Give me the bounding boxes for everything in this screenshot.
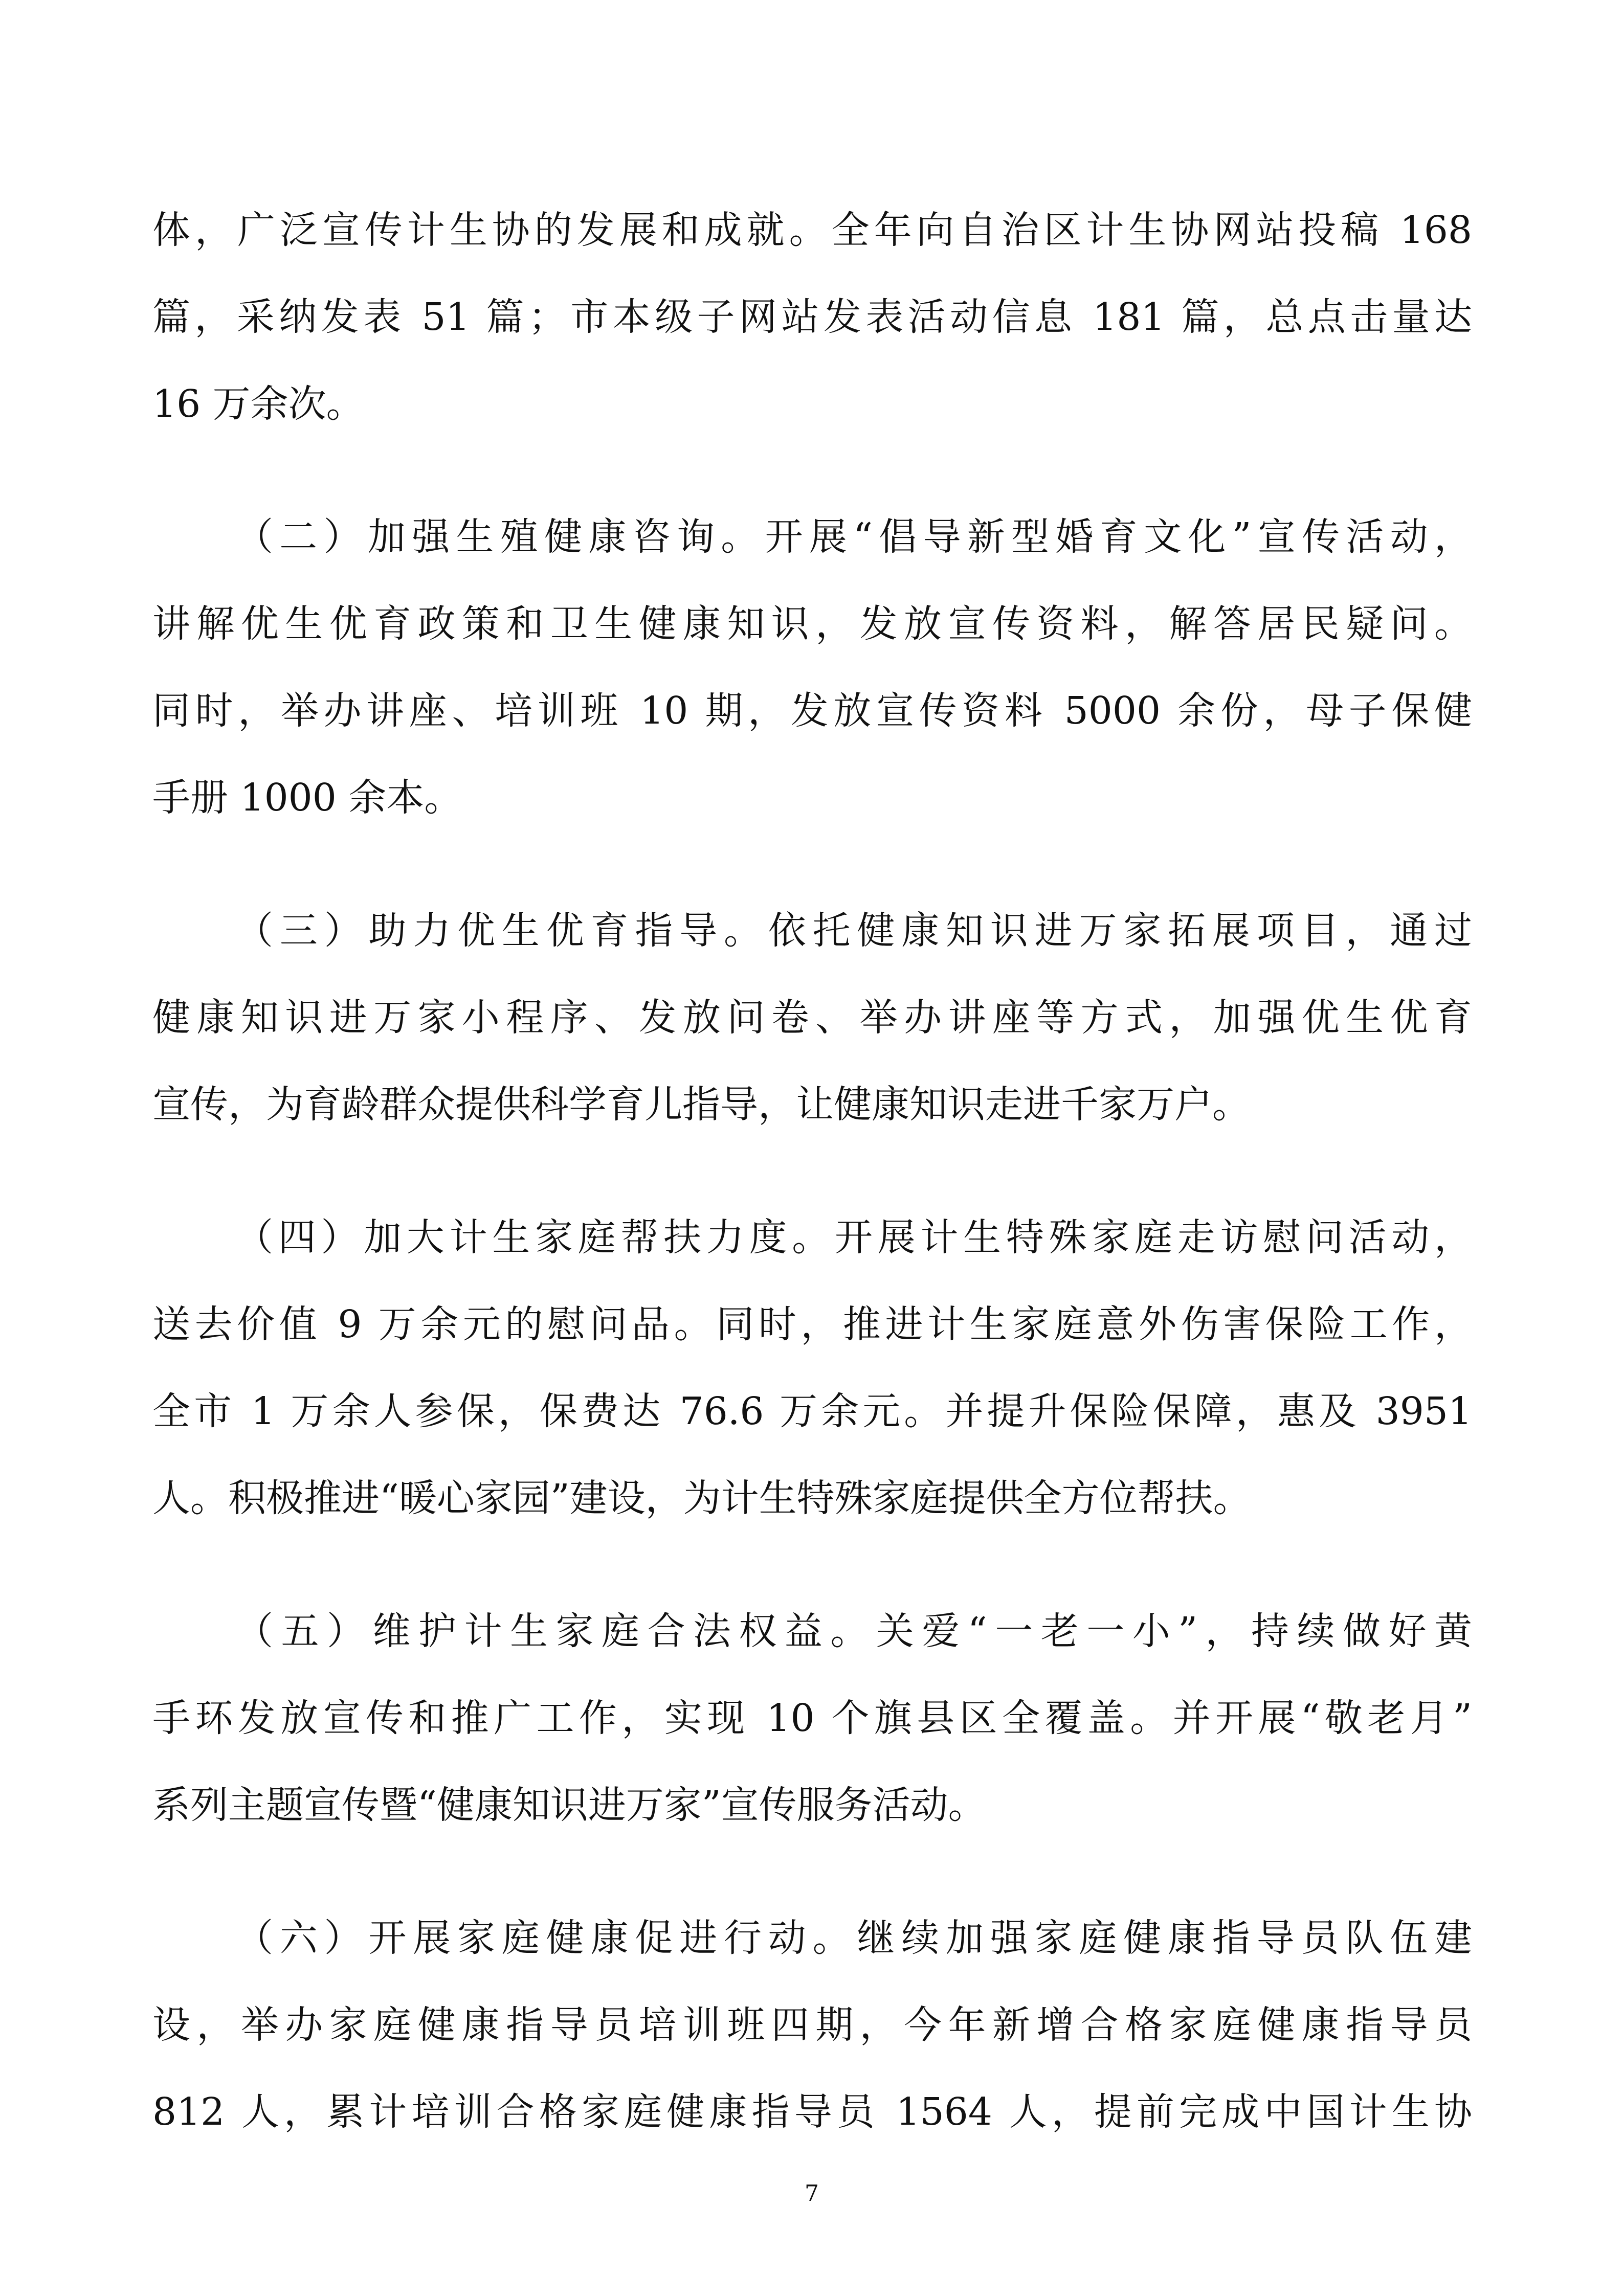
text-line: （五）维护计生家庭合法权益。关爱“一老一小”，持续做好黄: [235, 1609, 1472, 1653]
page-number: 7: [805, 2180, 819, 2207]
text-line: 16 万余次。: [152, 382, 364, 426]
text-line: 全市 1 万余人参保，保费达 76.6 万余元。并提升保险保障，惠及 3951: [152, 1389, 1472, 1433]
text-line: 设，举办家庭健康指导员培训班四期，今年新增合格家庭健康指导员: [152, 2003, 1472, 2047]
text-line: 送去价值 9 万余元的慰问品。同时，推进计生家庭意外伤害保险工作，: [152, 1302, 1472, 1346]
text-line: 体，广泛宣传计生协的发展和成就。全年向自治区计生协网站投稿 168: [152, 208, 1472, 252]
text-line: 健康知识进万家小程序、发放问卷、举办讲座等方式，加强优生优育: [152, 996, 1472, 1040]
text-line: 812 人，累计培训合格家庭健康指导员 1564 人，提前完成中国计生协: [152, 2090, 1472, 2134]
text-line: 人。积极推进“暖心家园”建设，为计生特殊家庭提供全方位帮扶。: [152, 1476, 1251, 1520]
text-line: 讲解优生优育政策和卫生健康知识，发放宣传资料，解答居民疑问。: [152, 602, 1472, 646]
text-line: 手环发放宣传和推广工作，实现 10 个旗县区全覆盖。并开展“敬老月”: [152, 1696, 1472, 1740]
text-line: 系列主题宣传暨“健康知识进万家”宣传服务活动。: [152, 1783, 986, 1827]
text-line: 手册 1000 余本。: [152, 776, 462, 820]
text-line: 宣传，为育龄群众提供科学育儿指导，让健康知识走进千家万户。: [152, 1083, 1250, 1127]
text-line: （二）加强生殖健康咨询。开展“倡导新型婚育文化”宣传活动，: [235, 515, 1472, 559]
text-line: （六）开展家庭健康促进行动。继续加强家庭健康指导员队伍建: [235, 1916, 1472, 1960]
text-line: 同时，举办讲座、培训班 10 期，发放宣传资料 5000 余份，母子保健: [152, 689, 1472, 733]
text-line: 篇，采纳发表 51 篇；市本级子网站发表活动信息 181 篇，总点击量达: [152, 295, 1472, 339]
text-line: （三）助力优生优育指导。依托健康知识进万家拓展项目，通过: [235, 909, 1472, 953]
text-line: （四）加大计生家庭帮扶力度。开展计生特殊家庭走访慰问活动，: [235, 1215, 1472, 1259]
